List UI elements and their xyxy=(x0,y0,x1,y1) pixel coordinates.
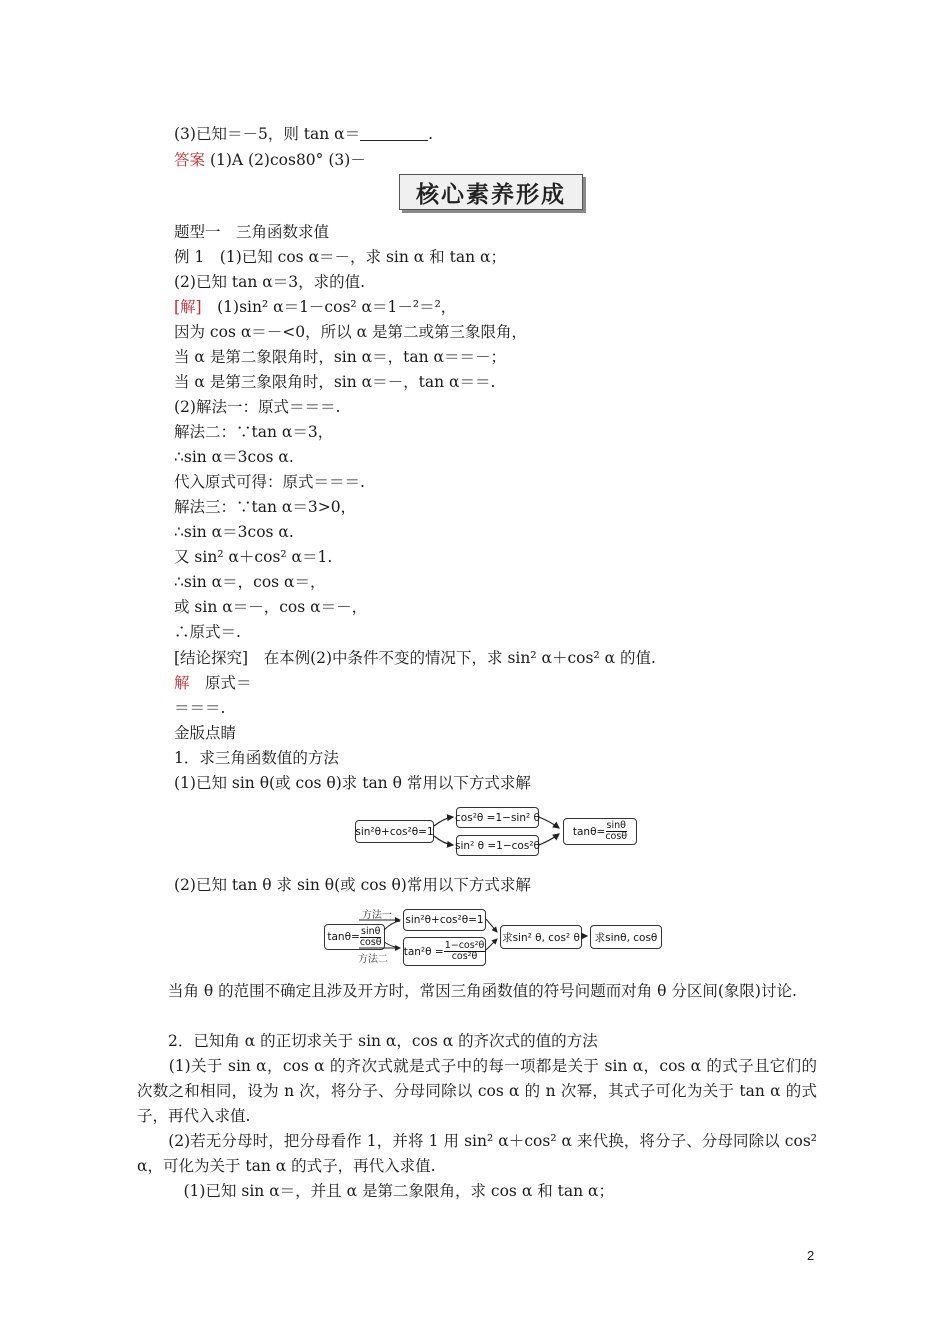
page-number: 2 xyxy=(807,1248,815,1263)
diagram2-tan-square-numerator: 1−cos²θ xyxy=(444,940,485,951)
practice-question: (1)已知 sin α＝，并且 α 是第二象限角，求 cos α 和 tan α； xyxy=(137,1182,614,1200)
solution-line-4: 当 α 是第三象限角时，sin α＝－，tan α＝＝. xyxy=(174,373,496,391)
question-3-end: . xyxy=(428,125,434,143)
tips-heading: 金版点睛 xyxy=(174,724,237,742)
diagram1-numerator: sinθ xyxy=(606,820,626,831)
solution-label: [解] xyxy=(174,298,202,316)
method-3-line-2: ∴sin α＝3cos α. xyxy=(174,523,294,541)
paragraph-point-2-sub-1: (1)关于 sin α，cos α 的齐次式就是式子中的每一项都是关于 sin α，cos α 的式子且它们的次数之和相同，设为 n 次，将分子、分母同除以 cos α 的 n 次幂，其式子可化为关于 tan α 的式子，再代入求值. xyxy=(137,1057,817,1125)
conclusion-inquiry: [结论探究] 在本例(2)中条件不变的情况下，求 sin² α＋cos² α 的值. xyxy=(174,649,656,667)
diagram2-identity-box: sin²θ+cos²θ=1 xyxy=(403,909,486,931)
inquiry-solution-label: 解 xyxy=(174,674,190,692)
diagram2-square-values-box: 求sin² θ, cos² θ xyxy=(500,925,582,949)
method-3-line-6: ∴原式＝. xyxy=(174,623,241,641)
method-3-line-1: 解法三：∵tan α＝3>0， xyxy=(174,498,357,516)
tips-point-1-sub-2: (2)已知 tan θ 求 sin θ(或 cos θ)常用以下方式求解 xyxy=(174,876,531,894)
answer-label: 答案 xyxy=(174,151,206,169)
diagram2-branch-down xyxy=(384,942,400,948)
question-3-text: (3)已知＝－5，则 tan α＝ xyxy=(174,125,361,143)
diagram2-numerator: sinθ xyxy=(361,925,381,937)
diagram2-merge-down xyxy=(486,939,497,950)
method-1-line: (2)解法一：原式＝＝＝. xyxy=(174,398,341,416)
paragraph-point-2: 2．已知角 α 的正切求关于 sin α，cos α 的齐次式的值的方法 xyxy=(137,1032,598,1050)
diagram1-arrow-down xyxy=(434,836,453,845)
example-1-part-1: 例 1 (1)已知 cos α＝－，求 sin α 和 tan α； xyxy=(174,248,506,266)
diagram2-tan-square-denominator: cos²θ xyxy=(451,951,478,962)
section-banner: 核心素养形成 xyxy=(399,174,583,210)
inquiry-solution-result: ＝＝＝. xyxy=(174,699,226,717)
tips-point-1-sub-1: (1)已知 sin θ(或 cos θ)求 tan θ 常用以下方式求解 xyxy=(174,774,531,792)
diagram1-arrow-up xyxy=(434,817,453,826)
diagram2-merge-up xyxy=(486,919,497,932)
method-3-line-4: ∴sin α＝，cos α＝， xyxy=(174,573,326,591)
solution-line-2: 因为 cos α＝－<0，所以 α 是第二或第三象限角， xyxy=(174,323,527,341)
diagram2-tan-square-label: tan²θ = xyxy=(403,945,444,958)
diagram2-method-2-tag: 方法二 xyxy=(358,954,388,965)
method-2-line-2: ∴sin α＝3cos α. xyxy=(174,448,294,466)
solution-line-3: 当 α 是第二象限角时，sin α＝，tan α＝＝－； xyxy=(174,348,506,366)
paragraph-angle-range: 当角 θ 的范围不确定且涉及开方时，常因三角函数值的符号问题而对角 θ 分区间(象限)讨论. xyxy=(137,982,797,1000)
diagram2-denominator: cosθ xyxy=(359,936,382,948)
section-heading: 题型一 三角函数求值 xyxy=(174,223,330,241)
diagram1-sin-box: sin² θ =1−cos²θ xyxy=(456,835,539,856)
diagram1-identity-box: sin²θ+cos²θ=1 xyxy=(355,820,434,843)
diagram1-arrow-merge-up xyxy=(539,817,559,828)
diagram1-arrow-merge-down xyxy=(539,834,559,845)
diagram2-tan-label: tanθ= xyxy=(327,931,360,943)
answer-text: (1)A (2)cos80° (3)－ xyxy=(205,151,366,169)
paragraph-point-2-sub-2: (2)若无分母时，把分母看作 1，并将 1 用 sin² α＋cos² α 来代换，将分子、分母同除以 cos² α，可化为关于 tan α 的式子，再代入求值. xyxy=(137,1132,817,1175)
diagram1-denominator: cosθ xyxy=(605,831,628,842)
method-3-line-3: 又 sin² α＋cos² α＝1. xyxy=(174,548,333,566)
diagram2-branch-up xyxy=(384,921,400,930)
inquiry-solution-text: 原式＝ xyxy=(189,674,252,692)
diagram1-cos-box: cos²θ =1−sin² θ xyxy=(456,807,539,828)
diagram2-method-1-tag: 方法一 xyxy=(362,910,392,921)
diagram2-values-box: 求sinθ, cosθ xyxy=(590,925,662,949)
diagram1-tan-label: tanθ= xyxy=(572,825,606,838)
solution-first-text: (1)sin² α＝1－cos² α＝1－²＝²， xyxy=(201,298,457,316)
tips-point-1: 1．求三角函数值的方法 xyxy=(174,749,339,767)
method-2-line-1: 解法二：∵tan α＝3， xyxy=(174,423,334,441)
method-3-line-5: 或 sin α＝－，cos α＝－， xyxy=(174,598,368,616)
example-1-part-2: (2)已知 tan α＝3，求的值. xyxy=(174,273,366,291)
method-2-line-3: 代入原式可得：原式＝＝＝. xyxy=(174,473,365,491)
